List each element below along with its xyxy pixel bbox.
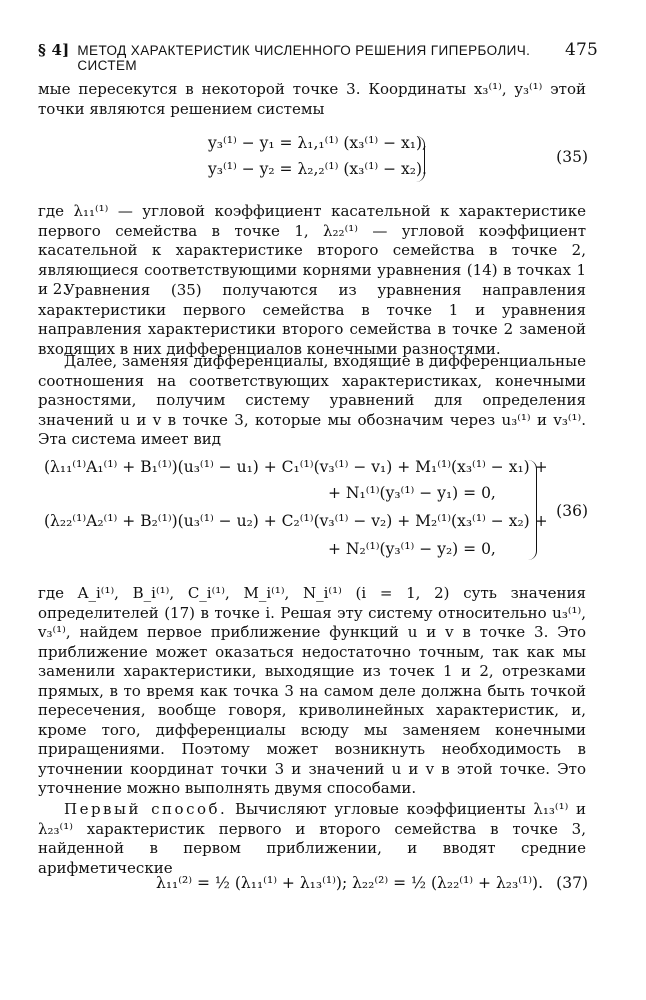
chapter-title: МЕТОД ХАРАКТЕРИСТИК ЧИСЛЕННОГО РЕШЕНИЯ ГИПЕРБОЛИЧ. СИСТЕМ (77, 43, 531, 73)
paragraph-6-text (38, 800, 586, 878)
page-number: 475 (564, 40, 598, 60)
equation-35-number: (35) (556, 148, 588, 166)
equation-36-line-4: + N₂⁽¹⁾(y₃⁽¹⁾ − y₂) = 0, (328, 540, 496, 558)
equation-36-line-3: (λ₂₂⁽¹⁾A₂⁽¹⁾ + B₂⁽¹⁾)(u₃⁽¹⁾ − u₂) + C₂⁽¹⁾(v₃⁽¹⁾ − v₂) + M₂⁽¹⁾(x₃⁽¹⁾ − x₂) + (44, 512, 548, 530)
paragraph-6 (38, 800, 586, 878)
running-header (38, 40, 598, 73)
paragraph-1-text: мые пересекутся в некоторой точке 3. Координаты x₃⁽¹⁾, y₃⁽¹⁾ этой точки являются решением системы (38, 80, 586, 118)
paragraph-1 (38, 80, 586, 119)
equation-37-number: (37) (556, 874, 588, 892)
equation-36-line-1: (λ₁₁⁽¹⁾A₁⁽¹⁾ + B₁⁽¹⁾)(u₃⁽¹⁾ − u₁) + C₁⁽¹⁾(v₃⁽¹⁾ − v₁) + M₁⁽¹⁾(x₃⁽¹⁾ − x₁) + (44, 458, 548, 476)
paragraph-2-text: где λ₁₁⁽¹⁾ — угловой коэффициент касательной к характеристике первого семейства в точке 1, λ₂₂⁽¹⁾ — угловой коэффициент касательной к характеристике второго семейства в точке 2, являющиеся соответствующими корнями уравнения (14) в точках 1 и 2. (38, 202, 586, 298)
section-number: § 4] (38, 41, 70, 59)
paragraph-4-text: Далее, заменяя дифференциалы, входящие в дифференциальные соотношения на соответствующих характеристиках, конечными разностями, получим систему уравнений для определения значений u и v в точке 3, которые мы обозначим через u₃⁽¹⁾ и v₃⁽¹⁾. Эта система имеет вид (38, 352, 586, 448)
equation-36-number: (36) (556, 502, 588, 520)
equation-35 (38, 134, 588, 186)
equation-35-line-1: y₃⁽¹⁾ − y₁ = λ₁,₁⁽¹⁾ (x₃⁽¹⁾ − x₁), (208, 134, 427, 152)
paragraph-4 (38, 352, 586, 450)
paragraph-6-lead: Первый способ. (64, 800, 228, 818)
paragraph-3 (38, 281, 586, 359)
paragraph-3-text: Уравнения (35) получаются из уравнения направления характеристики первого семейства в точке 1 и уравнения направления характеристики второго семейства в точке 2 заменой входящих в них дифференциалов конечными разностями. (38, 281, 586, 358)
equation-36-brace (528, 460, 537, 560)
equation-35-brace (416, 136, 425, 182)
paragraph-5-text: где A_i⁽¹⁾, B_i⁽¹⁾, C_i⁽¹⁾, M_i⁽¹⁾, N_i⁽¹⁾ (i = 1, 2) суть значения определителей (17) в точке i. Решая эту систему относительно u₃⁽¹⁾, v₃⁽¹⁾, найдем первое приближение функций u и v в точке 3. Это приближение может оказаться недостаточно точным, так как мы заменили характеристики, выходящие из точек 1 и 2, отрезками прямых, в то время как точка 3 на самом деле должна быть точкой пересечения, вообще говоря, криволинейных характеристик, и, кроме того, дифференциалы всюду мы заменяем конечными приращениями. Поэтому может возникнуть необходимость в уточнении координат точки 3 и значений u и v в этой точке. Это уточнение можно выполнять двумя способами. (38, 584, 586, 797)
paragraph-6-body: Вычисляют угловые коэффициенты λ₁₃⁽¹⁾ и λ₂₃⁽¹⁾ характеристик первого и второго семейства в точке 3, найденной в первом приближении, и вводят средние арифметические (38, 800, 586, 877)
equation-37 (38, 872, 588, 902)
equation-36 (38, 458, 588, 568)
equation-36-line-2: + N₁⁽¹⁾(y₃⁽¹⁾ − y₁) = 0, (328, 484, 496, 502)
paragraph-5 (38, 584, 586, 799)
equation-37-formula: λ₁₁⁽²⁾ = ½ (λ₁₁⁽¹⁾ + λ₁₃⁽¹⁾); λ₂₂⁽²⁾ = ½ (λ₂₂⁽¹⁾ + λ₂₃⁽¹⁾). (156, 874, 544, 892)
equation-35-line-2: y₃⁽¹⁾ − y₂ = λ₂,₂⁽¹⁾ (x₃⁽¹⁾ − x₂). (208, 160, 427, 178)
